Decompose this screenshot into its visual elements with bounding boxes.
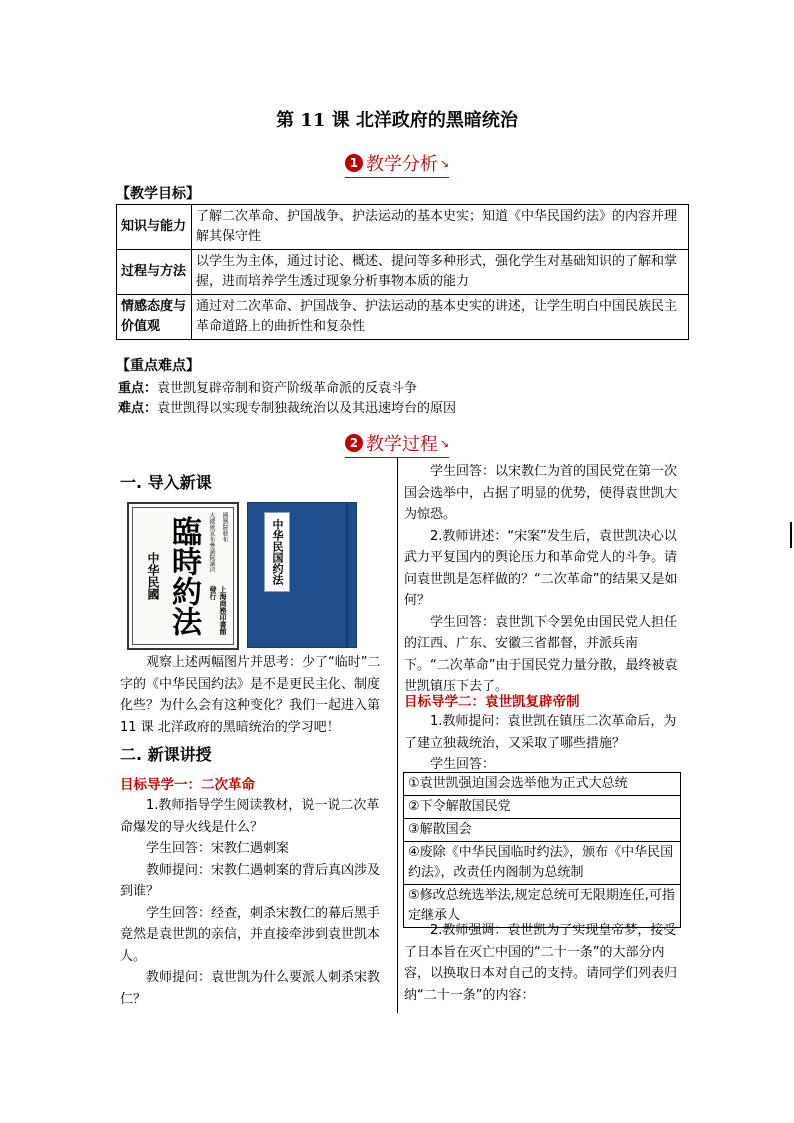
goal-row bbox=[117, 205, 689, 250]
edge-mark bbox=[790, 522, 792, 548]
goal-label: 情感态度与价值观 bbox=[117, 295, 192, 340]
keypoint-text: 袁世凯复辟帝制和资产阶级革命派的反袁斗争 bbox=[157, 381, 418, 396]
section-heading-analysis bbox=[0, 150, 794, 178]
measure-item: ①袁世凯强迫国会选举他为正式大总统 bbox=[404, 773, 681, 796]
goals-table bbox=[116, 204, 689, 340]
book-image-provisional-constitution bbox=[127, 502, 239, 650]
book1-side-text: 國務院發布 bbox=[221, 512, 228, 542]
left-dialogue bbox=[120, 795, 390, 1010]
keypoints-heading: 【重点难点】 bbox=[116, 358, 200, 374]
measure-item: ⑤修改总统选举法,规定总统可无限期连任,可指定继承人 bbox=[404, 885, 681, 928]
dialogue-paragraph: 2.教师讲述：“宋案”发生后，袁世凯决心以武力平复国内的舆论压力和革命党人的斗争。请问袁世凯是怎样做的？“二次革命”的结果又是如何？ bbox=[404, 528, 678, 608]
book2-title-label bbox=[264, 512, 290, 592]
goal-label: 知识与能力 bbox=[117, 205, 192, 250]
keypoint-line bbox=[118, 379, 417, 399]
book1-top-text: 中华民國 bbox=[146, 552, 160, 600]
dialogue-paragraph: 2.教师强调：袁世凯为了实现皇帝梦，接受了日本旨在灭亡中国的“二十一条”的大部分内容，以换取日本对自己的支持。请同学们列表归纳“二十一条”的内容： bbox=[404, 923, 678, 1003]
swoosh-icon: ↘ bbox=[439, 436, 450, 450]
right-dialogue-2 bbox=[404, 711, 680, 776]
book-image-constitution bbox=[247, 502, 357, 648]
right-dialogue-1 bbox=[404, 461, 680, 698]
dialogue-paragraph: 教师提问：袁世凯为什么要派人刺杀宋教仁？ bbox=[120, 970, 381, 1007]
measure-item: ②下令解散国民党 bbox=[404, 796, 681, 819]
page-title: 第 11 课 北洋政府的黑暗统治 bbox=[276, 110, 518, 131]
book2-title: 中华民国约法 bbox=[271, 519, 284, 585]
section-heading-process bbox=[0, 430, 794, 458]
difficulty-label: 难点： bbox=[118, 401, 158, 416]
goal-text: 以学生为主体，通过讨论、概述、提问等多种形式，强化学生对基础知识的了解和掌握，进而培养学生透过现象分析事物本质的能力 bbox=[192, 250, 689, 295]
difficulty-text: 袁世凯得以实现专制独裁统治以及其迅速垮台的原因 bbox=[157, 401, 457, 416]
measures-table bbox=[403, 772, 681, 928]
book1-publisher: 上海商務印書館發行 bbox=[209, 586, 227, 635]
book1-side-text: 大總統宣布參議院議決 bbox=[208, 512, 215, 572]
dialogue-paragraph: 1.教师指导学生阅读教材，说一说二次革命爆发的导火线是什么？ bbox=[120, 798, 380, 835]
goal-guide-2: 目标导学二：袁世凯复辟帝制 bbox=[404, 694, 580, 710]
dialogue-paragraph: 学生回答： bbox=[430, 757, 496, 772]
section-label: 教学过程 bbox=[365, 434, 438, 455]
keypoint-label: 重点： bbox=[118, 381, 158, 396]
goal-row bbox=[117, 250, 689, 295]
goal-guide-1: 目标导学一：二次革命 bbox=[120, 777, 255, 793]
intro-text: 观察上述两幅图片并思考：少了“临时”二字的《中华民国约法》是不是更民主化、制度化些？为什么会有这种变化？我们一起进入第 11 课 北洋政府的黑暗统治的学习吧！ bbox=[120, 655, 381, 735]
dialogue-paragraph: 学生回答：经查，刺杀宋教仁的幕后黑手竟然是袁世凯的亲信，并直接牵涉到袁世凯本人。 bbox=[120, 905, 381, 964]
section-number-badge: 1 bbox=[345, 154, 363, 172]
goal-label: 过程与方法 bbox=[117, 250, 192, 295]
goals-heading: 【教学目标】 bbox=[116, 186, 200, 202]
dialogue-paragraph: 学生回答：以宋教仁为首的国民党在第一次国会选举中，占据了明显的优势，使得袁世凯大为惊恐。 bbox=[404, 464, 678, 522]
dialogue-paragraph: 教师提问：宋教仁遇刺案的背后真凶涉及到谁？ bbox=[120, 862, 381, 899]
measure-item: ④废除《中华民国临时约法》，颁布《中华民国约法》，改责任内阁制为总统制 bbox=[404, 842, 681, 885]
dialogue-paragraph: 1.教师提问：袁世凯在镇压二次革命后，为了建立独裁统治，又采取了哪些措施？ bbox=[404, 714, 677, 751]
intro-heading: 一. 导入新课 bbox=[120, 473, 212, 492]
column-divider bbox=[397, 458, 398, 1013]
new-lesson-heading: 二. 新课讲授 bbox=[120, 745, 212, 764]
goal-text: 了解二次革命、护国战争、护法运动的基本史实；知道《中华民国约法》的内容并理解其保守性 bbox=[192, 205, 689, 250]
swoosh-icon: ↘ bbox=[439, 156, 450, 170]
dialogue-paragraph: 学生回答：袁世凯下令罢免由国民党人担任的江西、广东、安徽三省都督，并派兵南下。“二次革命”由于国民党力量分散，最终被袁世凯镇压下去了。 bbox=[404, 614, 678, 694]
dialogue-paragraph: 学生回答：宋教仁遇刺案 bbox=[146, 841, 290, 856]
right-dialogue-3 bbox=[404, 920, 680, 1006]
section-label: 教学分析 bbox=[365, 154, 438, 175]
intro-paragraph bbox=[120, 652, 390, 738]
difficulty-line bbox=[118, 399, 456, 419]
section-number-badge: 2 bbox=[345, 434, 363, 452]
measure-item: ③解散国会 bbox=[404, 819, 681, 842]
goal-row bbox=[117, 295, 689, 340]
book1-big-text: 臨時約法 bbox=[166, 516, 201, 636]
goal-text: 通过对二次革命、护国战争、护法运动的基本史实的讲述，让学生明白中国民族民主革命道路上的曲折性和复杂性 bbox=[192, 295, 689, 340]
